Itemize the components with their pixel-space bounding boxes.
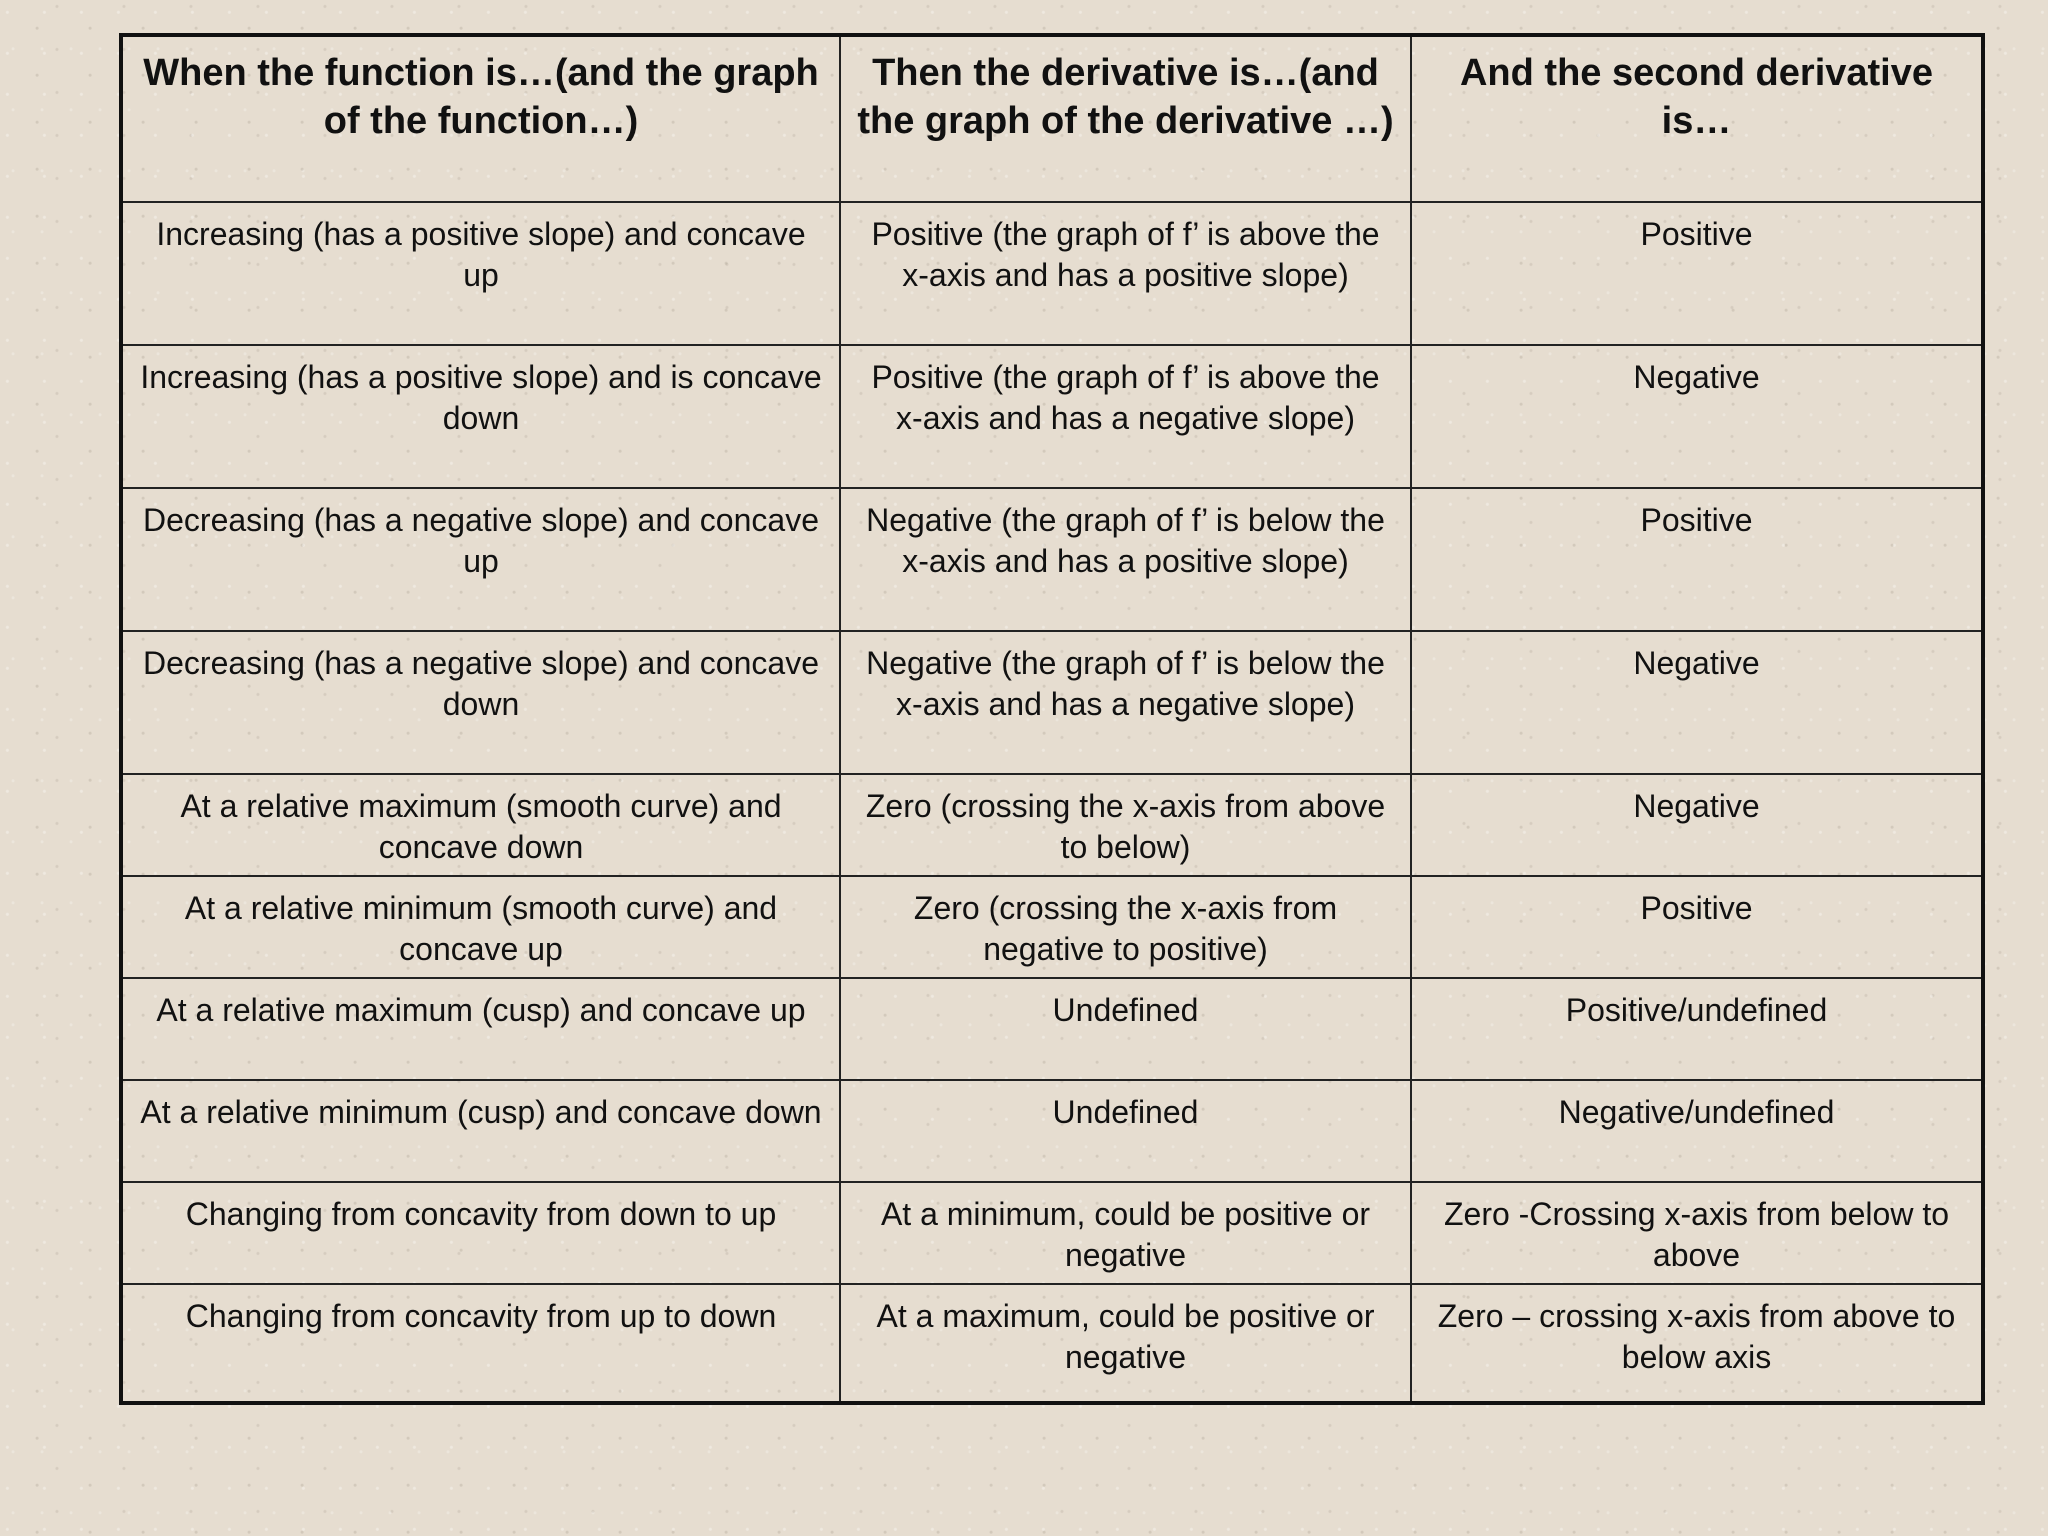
function-cell: At a relative minimum (smooth curve) and concave up [121, 876, 840, 978]
table-row [121, 488, 1983, 631]
function-cell: At a relative maximum (smooth curve) and concave down [121, 774, 840, 876]
derivative-cell: Undefined [840, 978, 1411, 1080]
function-cell: Changing from concavity from down to up [121, 1182, 840, 1284]
derivative-table [119, 33, 1985, 1405]
second-derivative-cell: Negative [1411, 631, 1983, 774]
derivative-cell: Positive (the graph of f’ is above the x-axis and has a positive slope) [840, 202, 1411, 345]
table-row [121, 774, 1983, 876]
derivative-cell: At a minimum, could be positive or negative [840, 1182, 1411, 1284]
derivative-cell: Undefined [840, 1080, 1411, 1182]
second-derivative-cell: Positive [1411, 876, 1983, 978]
second-derivative-cell: Negative [1411, 774, 1983, 876]
second-derivative-cell: Positive [1411, 488, 1983, 631]
derivative-cell: Negative (the graph of f’ is below the x-axis and has a negative slope) [840, 631, 1411, 774]
function-cell: At a relative maximum (cusp) and concave up [121, 978, 840, 1080]
second-derivative-cell: Zero – crossing x-axis from above to below axis [1411, 1284, 1983, 1403]
function-cell: Increasing (has a positive slope) and is concave down [121, 345, 840, 488]
header-row [121, 35, 1983, 202]
second-derivative-cell: Negative [1411, 345, 1983, 488]
function-cell: Decreasing (has a negative slope) and concave up [121, 488, 840, 631]
table-row [121, 1284, 1983, 1403]
second-derivative-cell: Positive/undefined [1411, 978, 1983, 1080]
table-row [121, 631, 1983, 774]
second-derivative-cell: Negative/undefined [1411, 1080, 1983, 1182]
header-derivative: Then the derivative is…(and the graph of the derivative …) [840, 35, 1411, 202]
table-row [121, 345, 1983, 488]
function-cell: At a relative minimum (cusp) and concave down [121, 1080, 840, 1182]
function-cell: Decreasing (has a negative slope) and concave down [121, 631, 840, 774]
derivative-cell: Negative (the graph of f’ is below the x-axis and has a positive slope) [840, 488, 1411, 631]
function-cell: Increasing (has a positive slope) and concave up [121, 202, 840, 345]
table-row [121, 876, 1983, 978]
derivative-cell: Zero (crossing the x-axis from negative to positive) [840, 876, 1411, 978]
table-row [121, 1080, 1983, 1182]
header-function: When the function is…(and the graph of the function…) [121, 35, 840, 202]
second-derivative-cell: Zero -Crossing x-axis from below to above [1411, 1182, 1983, 1284]
derivative-cell: Positive (the graph of f’ is above the x-axis and has a negative slope) [840, 345, 1411, 488]
table-row [121, 978, 1983, 1080]
table-row [121, 202, 1983, 345]
table-row [121, 1182, 1983, 1284]
function-cell: Changing from concavity from up to down [121, 1284, 840, 1403]
derivative-cell: Zero (crossing the x-axis from above to below) [840, 774, 1411, 876]
second-derivative-cell: Positive [1411, 202, 1983, 345]
derivative-cell: At a maximum, could be positive or negative [840, 1284, 1411, 1403]
header-second-derivative: And the second derivative is… [1411, 35, 1983, 202]
